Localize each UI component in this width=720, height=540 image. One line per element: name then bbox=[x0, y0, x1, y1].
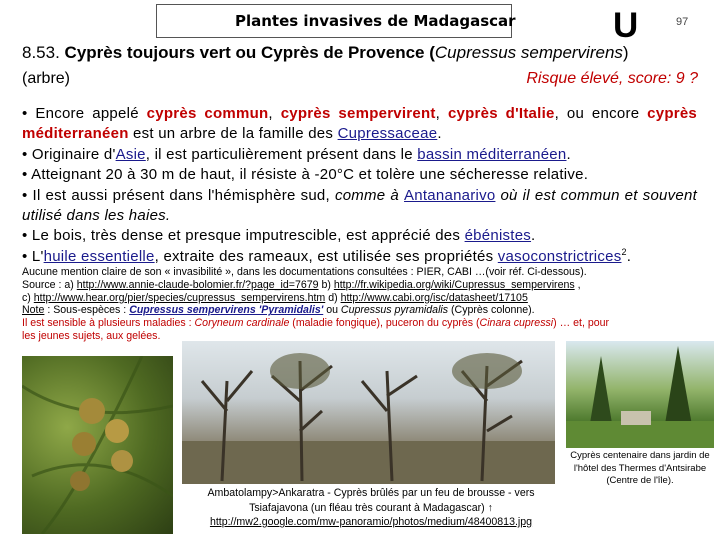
description-paragraph bbox=[22, 226, 697, 246]
text: c) bbox=[22, 291, 34, 304]
text: • Il est aussi présent dans l'hémisphère sud, bbox=[22, 186, 335, 204]
highlight: cyprès d'Italie bbox=[447, 105, 555, 122]
text: Il est sensible à plusieurs maladies : bbox=[22, 317, 195, 330]
footnote-marker: 2 bbox=[621, 246, 627, 257]
photo-caption-burned bbox=[182, 486, 560, 530]
cypress-cone-illustration bbox=[22, 356, 173, 534]
text: . bbox=[566, 145, 571, 163]
text: • Originaire d' bbox=[22, 145, 116, 163]
link-pyramidalis[interactable]: Cupressus sempervirens 'Pyramidalis' bbox=[129, 304, 324, 317]
note-label: Note bbox=[22, 304, 45, 317]
text: , bbox=[435, 105, 448, 122]
heading-close: ) bbox=[622, 43, 629, 62]
page-number: 97 bbox=[676, 16, 689, 28]
cypress-cone-photo bbox=[22, 356, 173, 534]
document-title: Plantes invasives de Madagascar bbox=[235, 12, 516, 30]
caption-line: Tsiafajavona (un fléau très courant à Madagascar) ↑ bbox=[249, 501, 493, 514]
note-line bbox=[22, 304, 702, 317]
text: ou bbox=[323, 304, 341, 317]
link-huile-essentielle[interactable]: huile essentielle bbox=[43, 247, 155, 265]
text: b) bbox=[318, 278, 334, 291]
heading-latin-name: Cupressus sempervirens bbox=[434, 43, 623, 62]
description-paragraph bbox=[22, 145, 697, 165]
text: , il est particulièrement présent dans le bbox=[145, 145, 418, 163]
species-heading bbox=[22, 43, 629, 63]
text: (Cyprès colonne). bbox=[448, 304, 535, 317]
burned-trees-illustration bbox=[182, 341, 555, 484]
link-asie[interactable]: Asie bbox=[115, 145, 146, 163]
text: . bbox=[626, 247, 632, 265]
source-link-d[interactable]: http://www.cabi.org/isc/datasheet/17105 bbox=[340, 291, 528, 304]
caption-line: Ambatolampy>Ankaratra - Cyprès brûlés par un feu de brousse - vers bbox=[207, 487, 535, 499]
species-type: (arbre) bbox=[22, 70, 71, 87]
hotel-garden-photo bbox=[566, 341, 714, 448]
notes-section bbox=[22, 266, 702, 343]
note-line: Aucune mention claire de son « invasibilité », dans les documentations consultées : PIER, CABI …(voir réf. Ci-dessous). bbox=[22, 266, 587, 278]
text: Source : a) bbox=[22, 278, 77, 291]
text: , extraite des rameaux, est utilisée ses propriétés bbox=[154, 247, 498, 265]
link-antananarivo[interactable]: Antananarivo bbox=[404, 186, 496, 204]
text: (maladie fongique), puceron du cyprès ( bbox=[289, 317, 480, 330]
note-line bbox=[22, 279, 702, 292]
text: est un arbre de la famille des bbox=[128, 125, 338, 143]
text: où il est commun et souvent utilisé dans les haies. bbox=[22, 186, 697, 225]
link-vasoconstrictrices[interactable]: vasoconstrictrices bbox=[497, 247, 622, 265]
photo-caption-garden: Cyprès centenaire dans jardin de l'hôtel des Thermes d'Antsirabe (Centre de l'île). bbox=[570, 450, 710, 486]
text: : Sous-espèces : bbox=[44, 304, 130, 317]
description-paragraph bbox=[22, 247, 697, 267]
source-link-b[interactable]: http://fr.wikipedia.org/wiki/Cupressus_sempervirens bbox=[333, 278, 575, 291]
heading-common-name: Cyprès toujours vert ou Cyprès de Provence ( bbox=[64, 43, 435, 62]
link-cupressaceae[interactable]: Cupressaceae bbox=[337, 125, 438, 143]
text: • Le bois, très dense et presque imputrescible, est apprécié des bbox=[22, 227, 465, 245]
highlight: cyprès sempervirent bbox=[280, 105, 436, 122]
description-paragraph bbox=[22, 186, 697, 227]
text: . bbox=[531, 227, 536, 245]
text: • L' bbox=[22, 247, 44, 265]
garden-illustration bbox=[566, 341, 714, 448]
text: , bbox=[574, 278, 581, 291]
description-paragraph bbox=[22, 104, 697, 145]
note-line bbox=[22, 317, 702, 330]
source-link-a[interactable]: http://www.annie-claude-bolomier.fr/?page_id=7679 bbox=[76, 278, 319, 291]
risk-score: Risque élevé, score: 9 ? bbox=[526, 70, 698, 87]
text: d) bbox=[325, 291, 341, 304]
text: Cupressus pyramidalis bbox=[340, 304, 449, 317]
link-bassin-mediterraneen[interactable]: bassin méditerranéen bbox=[417, 145, 567, 163]
note-line: les jeunes sujets, aux gelées. bbox=[22, 329, 161, 342]
text: , bbox=[268, 105, 281, 122]
source-link-c[interactable]: http://www.hear.org/pier/species/cupressus_sempervirens.htm bbox=[33, 291, 326, 304]
caption-link[interactable]: http://mw2.google.com/mw-panoramio/photos/medium/48400813.jpg bbox=[209, 516, 533, 528]
text: ) … et, pour bbox=[553, 317, 610, 330]
description-paragraph: • Atteignant 20 à 30 m de haut, il résiste à -20°C et tolère une sécheresse relative. bbox=[22, 166, 589, 184]
highlight: cyprès commun bbox=[146, 105, 269, 122]
text: comme à bbox=[334, 186, 405, 204]
highlight: cyprès méditerranéen bbox=[22, 105, 698, 143]
species-description bbox=[22, 104, 697, 267]
text: Cinara cupressi bbox=[479, 317, 554, 330]
category-letter: U bbox=[613, 6, 639, 45]
burned-cypress-photo bbox=[182, 341, 555, 484]
text: • Encore appelé bbox=[22, 105, 147, 122]
heading-number: 8.53. bbox=[22, 43, 65, 62]
text: Coryneum cardinale bbox=[194, 317, 290, 330]
text: . bbox=[437, 125, 442, 143]
note-line bbox=[22, 292, 702, 305]
link-ebenistes[interactable]: ébénistes bbox=[464, 227, 532, 245]
text: , ou encore bbox=[554, 105, 648, 122]
